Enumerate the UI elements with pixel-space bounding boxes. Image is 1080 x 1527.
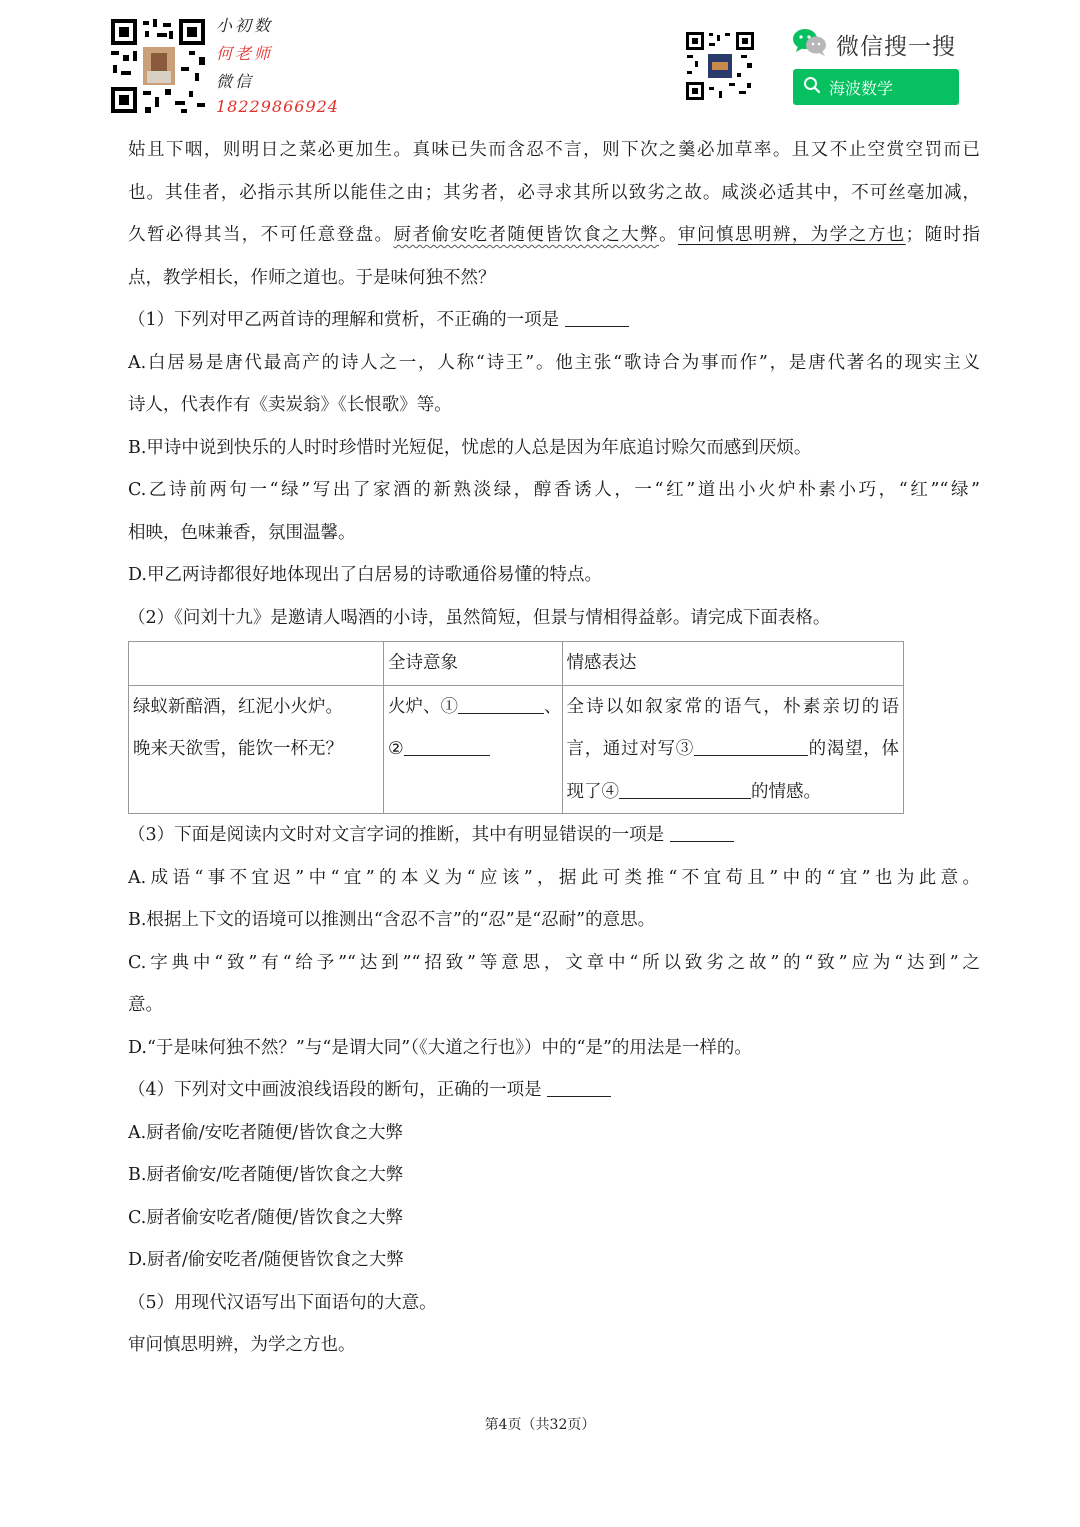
wechat-search-title xyxy=(792,26,956,62)
q1-option-a-line2: 诗人，代表作有《卖炭翁》《长恨歌》等。 xyxy=(128,395,452,415)
imagery-text: 火炉、① xyxy=(388,696,458,717)
emotion-line xyxy=(567,771,900,814)
q4-stem xyxy=(128,1069,980,1112)
q1-option-c-line2: 相映，色味兼香，氛围温馨。 xyxy=(128,522,356,543)
q4-option-b: B.厨者偷安/吃者随便/皆饮食之大弊 xyxy=(128,1165,404,1185)
page-number: 第4页（共32页） xyxy=(484,1417,596,1433)
passage-line-2: 也。其佳者，必指示其所以能佳之由；其劣者，必寻求其所以致劣之故。咸淡必适其中，不可丝毫加减， xyxy=(128,182,980,203)
answer-blank-3 xyxy=(694,736,808,756)
emotion-text: 言，通过对写③ xyxy=(566,739,694,759)
q4-option-c: C.厨者偷安吃者/随便/皆饮食之大弊 xyxy=(128,1207,404,1228)
document-body xyxy=(128,129,980,1367)
imagery-text: ② xyxy=(388,739,404,759)
passage-text: 久暂必得其当，不可任意登盘。 xyxy=(128,225,394,245)
q1-option-b: B.甲诗中说到快乐的人时时珍惜时光短促，忧虑的人总是因为年底追讨赊欠而感到厌烦。 xyxy=(128,437,812,458)
q1-stem-text: （1）下列对甲乙两首诗的理解和赏析，不正确的一项是 xyxy=(128,310,560,330)
imagery-text: 、 xyxy=(544,696,562,717)
q5-stem: （5）用现代汉语写出下面语句的大意。 xyxy=(128,1292,437,1313)
emotion-text: 的情感。 xyxy=(751,781,821,802)
answer-blank-2 xyxy=(404,736,490,756)
imagery-cell xyxy=(384,685,563,814)
poem-analysis-table xyxy=(128,641,904,814)
q3-stem xyxy=(128,814,980,857)
q1-stem xyxy=(128,299,980,342)
q1-option-a-line1: A.白居易是唐代最高产的诗人之一，人称“诗王”。他主张“歌诗合为事而作”，是唐代著名的现实主义 xyxy=(128,352,980,373)
emotion-line xyxy=(567,728,900,771)
q3-option-c-line1: C.字典中“致”有“给予”“达到”“招致”等意思，文章中“所以致劣之故”的“致”应为“达到”之 xyxy=(128,952,980,973)
emotion-text: 现了④ xyxy=(566,781,619,802)
table-header-cell xyxy=(129,642,384,686)
answer-blank xyxy=(565,307,629,327)
wechat-logo-icon xyxy=(792,27,828,61)
handwritten-line-3: 微信 xyxy=(216,72,255,91)
handwritten-line-1: 小初数 xyxy=(216,16,274,35)
answer-blank xyxy=(670,822,734,842)
emotion-line: 全诗以如叙家常的语气，朴素亲切的语 xyxy=(566,696,899,717)
wavy-underlined-sentence: 厨者偷安吃者随便皆饮食之大弊 xyxy=(393,225,660,245)
emotion-text: 的渴望，体 xyxy=(807,739,900,759)
imagery-line xyxy=(388,728,562,771)
haibo-search-button[interactable] xyxy=(793,69,959,105)
q3-option-b: B.根据上下文的语境可以推测出“含忍不言”的“忍”是“忍耐”的意思。 xyxy=(128,910,656,930)
q4-option-a: A.厨者偷/安吃者随便/皆饮食之大弊 xyxy=(128,1122,403,1143)
q2-stem: （2）《问刘十九》是邀请人喝酒的小诗，虽然简短，但景与情相得益彰。请完成下面表格。 xyxy=(128,607,831,628)
imagery-line xyxy=(388,686,562,729)
wechat-search-label: 微信搜一搜 xyxy=(836,33,956,60)
q3-option-d: D.“于是味何独不然？”与“是谓大同”（《大道之行也》）中的“是”的用法是一样的。 xyxy=(128,1037,752,1058)
q3-option-a: A.成语“事不宜迟”中“宜”的本义为“应该”，据此可类推“不宜苟且”中的“宜”也为此意。 xyxy=(128,867,980,888)
table-header-cell: 全诗意象 xyxy=(384,642,563,686)
search-button-label: 海波数学 xyxy=(829,78,894,98)
q3-option-c-line2: 意。 xyxy=(128,995,163,1015)
answer-blank-4 xyxy=(619,778,751,798)
q4-stem-text: （4）下列对文中画波浪线语段的断句，正确的一项是 xyxy=(128,1080,542,1100)
passage-line-1: 姑且下咽，则明日之菜必更加生。真味已失而含忍不言，则下次之羹必加草率。且又不止空赏空罚而已 xyxy=(128,140,980,160)
passage-text: 。 xyxy=(659,225,679,245)
poem-cell xyxy=(129,685,384,814)
passage-line-4: 点，教学相长，作师之道也。于是味何独不然？ xyxy=(128,267,496,288)
table-header-row xyxy=(129,642,904,686)
passage-text: ；随时指 xyxy=(905,225,980,245)
passage-line-3 xyxy=(128,214,980,257)
answer-blank xyxy=(547,1077,611,1097)
q1-option-c-line1: C.乙诗前两句一“绿”写出了家酒的新熟淡绿，醇香诱人，一“红”道出小火炉朴素小巧，“红”“绿” xyxy=(128,480,980,500)
table-header-cell: 情感表达 xyxy=(562,642,904,686)
qr-code-left xyxy=(109,17,207,115)
q3-stem-text: （3）下面是阅读内文时对文言字词的推断，其中有明显错误的一项是 xyxy=(128,825,665,845)
poem-line: 绿蚁新醅酒，红泥小火炉。 xyxy=(133,696,343,717)
q5-sentence: 审问慎思明辨，为学之方也。 xyxy=(128,1335,356,1355)
handwritten-phone: 18229866924 xyxy=(216,97,339,116)
qr-code-right xyxy=(685,31,755,101)
underlined-sentence: 审问慎思明辨，为学之方也 xyxy=(678,225,906,245)
answer-blank-1 xyxy=(458,693,544,713)
table-row xyxy=(129,685,904,814)
poem-line: 晚来天欲雪，能饮一杯无？ xyxy=(133,739,343,759)
q4-option-d: D.厨者/偷安吃者/随便皆饮食之大弊 xyxy=(128,1250,404,1270)
handwritten-line-2: 何老师 xyxy=(216,44,274,63)
emotion-cell xyxy=(562,685,904,814)
q1-option-d: D.甲乙两诗都很好地体现出了白居易的诗歌通俗易懂的特点。 xyxy=(128,565,602,585)
search-icon xyxy=(803,76,821,98)
